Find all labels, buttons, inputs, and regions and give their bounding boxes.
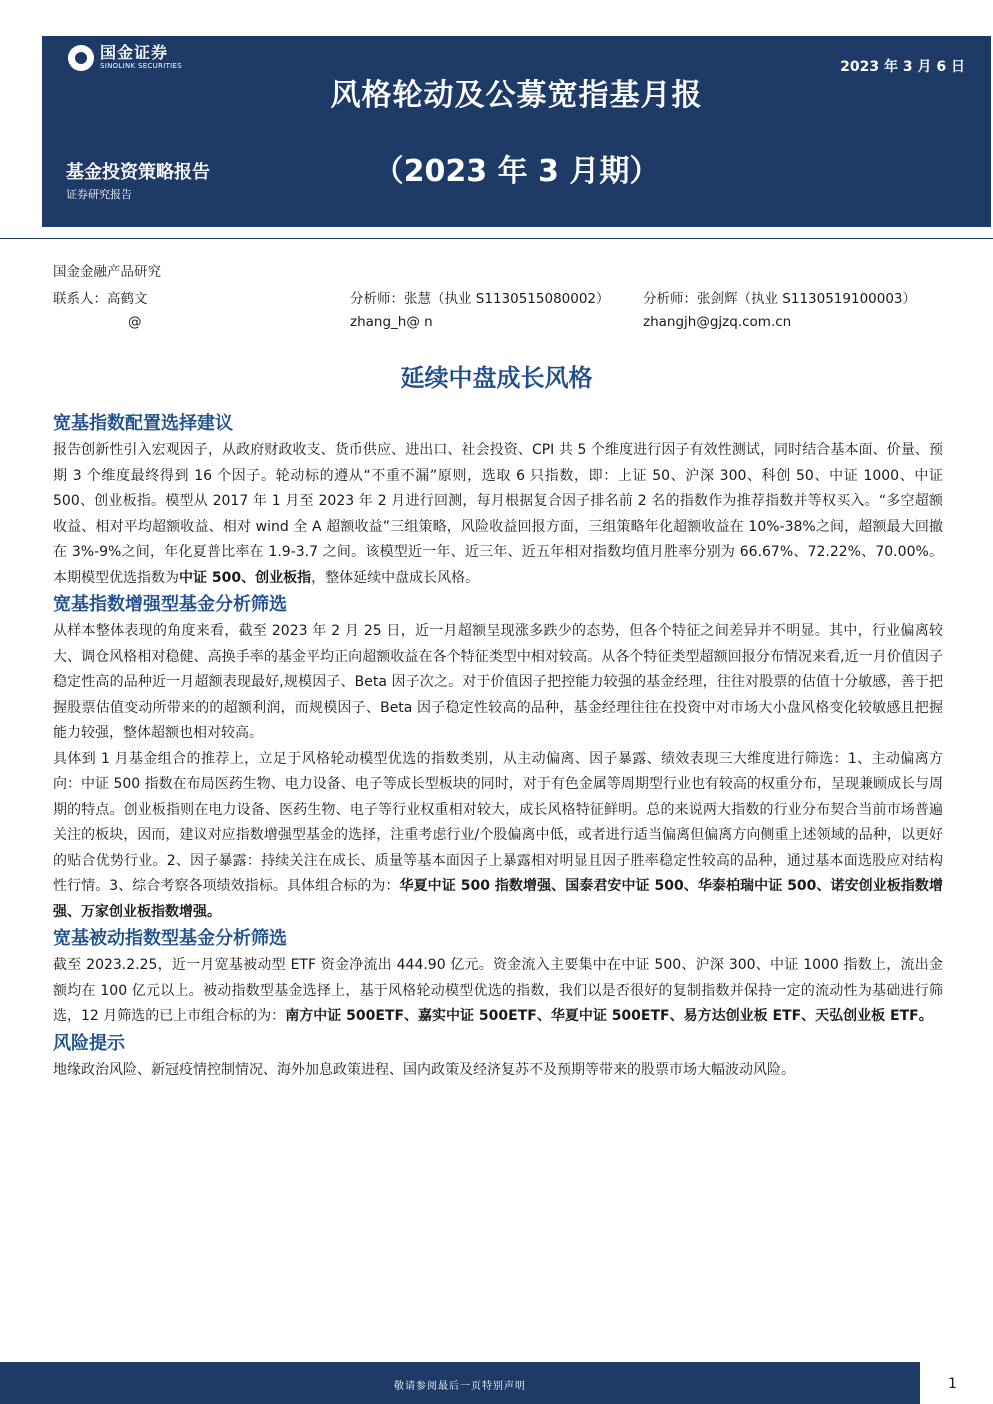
section-risk bbox=[53, 1030, 943, 1084]
paragraph: 具体到 1 月基金组合的推荐上，立足于风格轮动模型优选的指数类别，从主动偏离、因子暴露、绩效表现三大维度进行筛选：1、主动偏离方向：中证 500 指数在布局医药生物、电力设备、电子等成长型板块的同时，对于有色金属等周期型行业也有较高的权重分布，呈现兼顾成长与周期的特点。创业板指则在电力设备、医药生物、电子等行业权重相对较大，成长风格特征鲜明。总的来说两大指数的行业分布契合当前市场普遍关注的板块，因而，建议对应指数增强型基金的选择，注重考虑行业/个股偏离中低，或者进行适当偏离但偏离方向侧重上述领域的品种，以更好的贴合优势行业。2、因子暴露：持续关注在成长、质量等基本面因子上暴露相对明显且因子胜率稳定性较高的品种，通过基本面选股应对结构性行情。3、综合考察各项绩效指标。具体组合标的为：华夏中证 500 指数增强、国泰君安中证 500、华泰柏瑞中证 500、诺安创业板指数增强、万家创业板指数增强。 bbox=[53, 750, 943, 920]
research-team: 国金金融产品研究 bbox=[53, 264, 161, 280]
paragraph: 报告创新性引入宏观因子，从政府财政收支、货币供应、进出口、社会投资、CPI 共 5 个维度进行因子有效性测试，同时结合基本面、价量、预期 3 个维度最终得到 16 个因子。轮动标的遵从“不重不漏”原则，选取 6 只指数，即：上证 50、沪深 300、科创 50、中证 1000、中证 500、创业板指。模型从 2017 年 1 月至 2023 年 2 月进行回测，每月根据复合因子排名前 2 名的指数作为推荐指数并等权买入。“多空超额收益、相对平均超额收益、相对 wind 全 A 超额收益”三组策略，风险收益回报方面，三组策略年化超额收益在 10%-38%之间，超额最大回撤在 3%-9%之间，年化夏普比率在 1.9-3.7 之间。该模型近一年、近三年、近五年相对指数均值月胜率分别为 66.67%、72.22%、70.00%。本期模型优选指数为中证 500、创业板指，整体延续中盘成长风格。 bbox=[53, 442, 943, 586]
paragraph: 地缘政治风险、新冠疫情控制情况、海外加息政策进程、国内政策及经济复苏不及预期等带来的股票市场大幅波动风险。 bbox=[53, 1061, 795, 1078]
footer-disclaimer: 敬请参阅最后一页特别声明 bbox=[394, 1381, 526, 1392]
analyst-2-email[interactable]: zhangjh@gjzq.com.cn bbox=[643, 314, 792, 330]
section-enhanced-funds bbox=[53, 591, 943, 925]
section-passive-funds bbox=[53, 925, 943, 1030]
paragraph: 从样本整体表现的角度来看，截至 2023 年 2 月 25 日，近一月超额呈现涨多跌少的态势，但各个特征之间差异并不明显。其中，行业偏离较大、调仓风格相对稳健、高换手率的基金平均正向超额收益在各个特征类型中相对较高。从各个特征类型超额回报分布情况来看,近一月价值因子稳定性高的品种近一月超额表现最好,规模因子、Beta 因子次之。对于价值因子把控能力较强的基金经理，往往对股票的估值十分敏感，善于把握股票估值变动所带来的的超额利润，而规模因子、Beta 因子稳定性较高的品种，基金经理往往在投资中对市场大小盘风格变化较敏感且把握能力较强，整体超额也相对较高。 bbox=[53, 623, 943, 741]
contact-person: 联系人：高鹤文 bbox=[53, 291, 148, 307]
logo-name-cn: 国金证券 bbox=[100, 43, 169, 62]
page-number: 1 bbox=[948, 1376, 957, 1392]
report-category: 证券研究报告 bbox=[66, 188, 132, 201]
analyst-2: 分析师：张剑辉（执业 S1130519100003） bbox=[643, 291, 917, 307]
report-type: 基金投资策略报告 bbox=[66, 162, 210, 183]
logo-name-en: SINOLINK SECURITIES bbox=[100, 62, 182, 70]
report-header bbox=[42, 36, 991, 227]
section-heading: 宽基指数增强型基金分析筛选 bbox=[53, 594, 287, 615]
report-subtitle: （2023 年 3 月期） bbox=[373, 154, 660, 189]
section-allocation bbox=[53, 410, 943, 591]
analyst-1: 分析师：张慧（执业 S1130515080002） bbox=[350, 291, 610, 307]
company-logo bbox=[68, 44, 182, 71]
section-heading: 宽基被动指数型基金分析筛选 bbox=[53, 928, 287, 949]
section-heading: 宽基指数配置选择建议 bbox=[53, 413, 233, 434]
section-heading: 风险提示 bbox=[53, 1032, 125, 1054]
report-headline: 延续中盘成长风格 bbox=[400, 364, 593, 392]
contact-email[interactable]: @ bbox=[128, 314, 142, 330]
analyst-1-email[interactable]: zhang_h@ n bbox=[350, 314, 433, 330]
header-divider bbox=[0, 238, 993, 239]
report-body bbox=[53, 410, 943, 1083]
paragraph: 截至 2023.2.25，近一月宽基被动型 ETF 资金净流出 444.90 亿元。资金流入主要集中在中证 500、沪深 300、中证 1000 指数上，流出金额均在 100 亿元以上。被动指数型基金选择上，基于风格轮动模型优选的指数，我们以是否很好的复制指数并保持一定的流动性为基础进行筛选，12 月筛选的已上市组合标的为：南方中证 500ETF、嘉实中证 500ETF、华夏中证 500ETF、易方达创业板 ETF、天弘创业板 ETF。 bbox=[53, 957, 943, 1024]
report-date: 2023 年 3 月 6 日 bbox=[840, 59, 965, 75]
report-title: 风格轮动及公募宽指基月报 bbox=[330, 78, 703, 113]
logo-icon bbox=[68, 45, 94, 71]
